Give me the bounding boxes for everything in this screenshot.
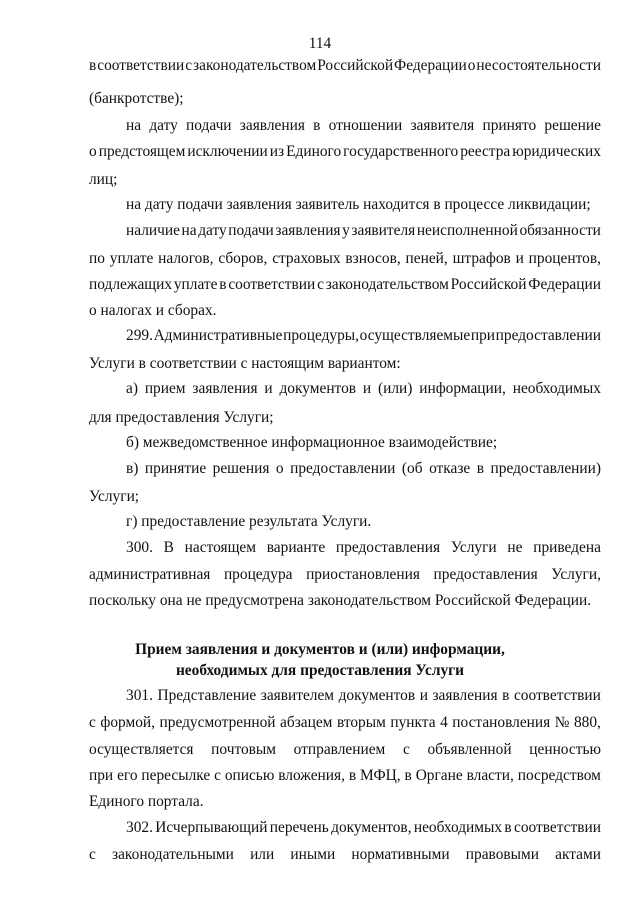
text-line: с формой, предусмотренной абзацем вторым пункта 4 постановления № 880, [89, 714, 601, 731]
text-line: в соответствии с законодательством Российской Федерации о несостоятельности [89, 57, 601, 74]
text-line: на дату подачи заявления в отношении заявителя принято решение [126, 117, 601, 134]
text-line: на дату подачи заявления заявитель находится в процессе ликвидации; [126, 196, 591, 213]
text-line: поскольку она не предусмотрена законодательством Российской Федерации. [89, 592, 592, 609]
text-line: наличие на дату подачи заявления у заявителя неисполненной обязанности [126, 222, 601, 239]
text-line: а) прием заявления и документов и (или) информации, необходимых [126, 380, 601, 397]
text-line: Услуги в соответствии с настоящим вариантом: [89, 355, 401, 372]
text-line: при его пересылке с описью вложения, в МФЦ, в Органе власти, посредством [89, 767, 601, 784]
text-line: Услуги; [89, 488, 140, 505]
section-heading: Прием заявления и документов и (или) информации, [135, 641, 505, 658]
text-line: г) предоставление результата Услуги. [126, 513, 372, 530]
text-line: 299. Административные процедуры, осуществляемые при предоставлении [126, 327, 601, 344]
section-heading: необходимых для предоставления Услуги [175, 662, 465, 679]
text-line: 300. В настоящем варианте предоставления Услуги не приведена [126, 539, 601, 556]
text-line: о налогах и сборах. [89, 302, 217, 319]
text-line: осуществляется почтовым отправлением с объявленной ценностью [89, 741, 601, 758]
page-number: 114 [308, 35, 332, 52]
text-line: (банкротстве); [89, 90, 184, 107]
text-line: б) межведомственное информационное взаимодействие; [126, 434, 498, 451]
text-line: лиц; [89, 171, 118, 188]
text-line: в) принятие решения о предоставлении (об отказе в предоставлении) [126, 460, 601, 477]
text-line: административная процедура приостановления предоставления Услуги, [89, 566, 601, 583]
text-line: подлежащих уплате в соответствии с законодательством Российской Федерации [89, 276, 601, 293]
text-line: для предоставления Услуги; [89, 409, 274, 426]
text-line: Единого портала. [89, 793, 204, 810]
text-line: по уплате налогов, сборов, страховых взносов, пеней, штрафов и процентов, [89, 250, 601, 267]
text-line: 301. Представление заявителем документов и заявления в соответствии [126, 687, 601, 704]
text-line: о предстоящем исключении из Единого государственного реестра юридических [89, 143, 601, 160]
text-line: с законодательными или иными нормативными правовыми актами [89, 846, 601, 863]
text-line: 302. Исчерпывающий перечень документов, необходимых в соответствии [126, 819, 601, 836]
